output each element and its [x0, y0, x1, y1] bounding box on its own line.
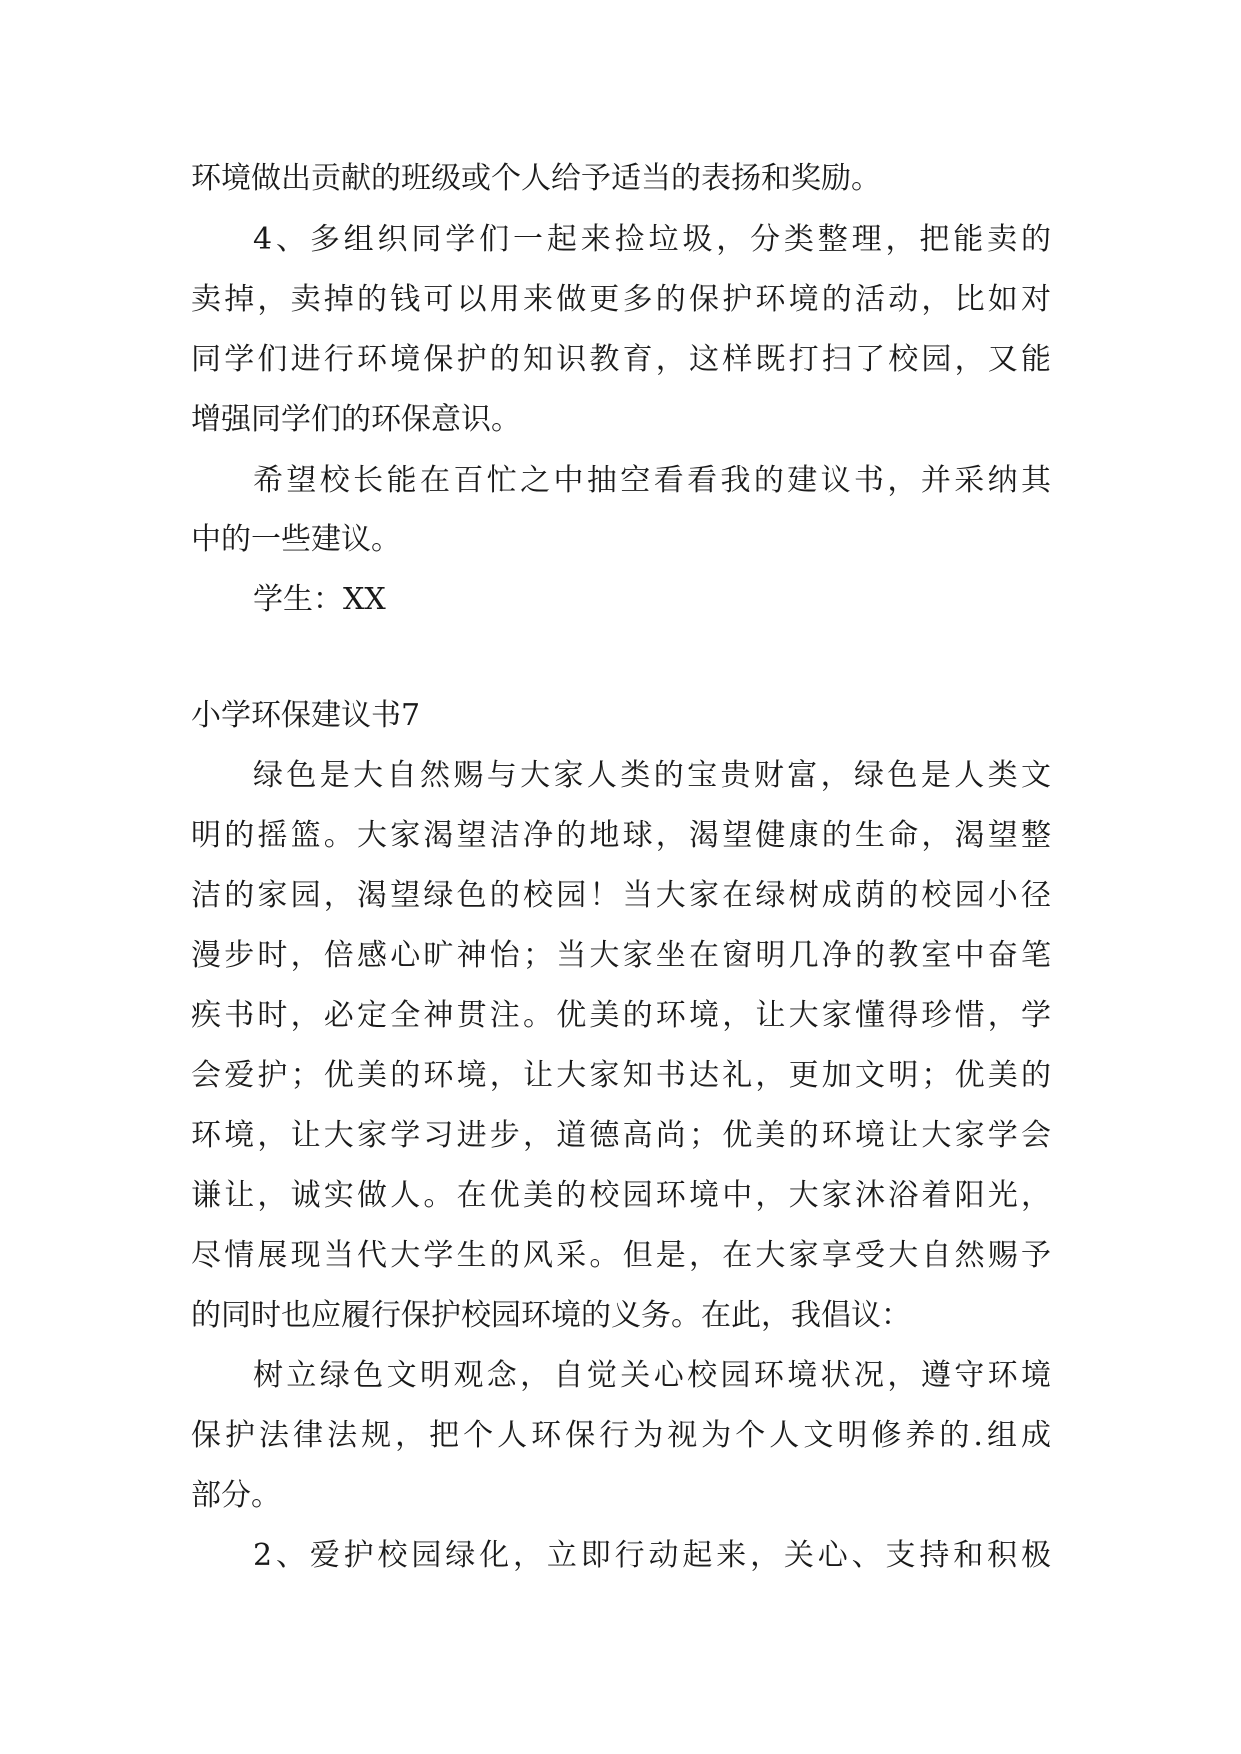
- text-line-22: 2、爱护校园绿化，立即行动起来，关心、支持和积极: [253, 1538, 1051, 1573]
- text-line-17: 尽情展现当代大学生的风采。但是，在大家享受大自然赐予: [191, 1238, 1051, 1273]
- section-heading: 小学环保建议书7: [191, 698, 421, 733]
- text-line-2: 4、多组织同学们一起来捡垃圾，分类整理，把能卖的: [253, 222, 1051, 257]
- text-line-16: 谦让，诚实做人。在优美的校园环境中，大家沐浴着阳光，: [191, 1178, 1051, 1213]
- signature-line: 学生：XX: [253, 582, 386, 617]
- text-line-21: 部分。: [191, 1478, 281, 1513]
- text-line-10: 明的摇篮。大家渴望洁净的地球，渴望健康的生命，渴望整: [191, 818, 1051, 853]
- text-line-4: 同学们进行环境保护的知识教育，这样既打扫了校园，又能: [191, 342, 1051, 377]
- text-line-11: 洁的家园，渴望绿色的校园！当大家在绿树成荫的校园小径: [191, 878, 1051, 913]
- text-line-3: 卖掉，卖掉的钱可以用来做更多的保护环境的活动，比如对: [191, 282, 1051, 317]
- text-line-6: 希望校长能在百忙之中抽空看看我的建议书，并采纳其: [253, 463, 1051, 498]
- text-line-12: 漫步时，倍感心旷神怡；当大家坐在窗明几净的教室中奋笔: [191, 938, 1051, 973]
- text-line-1: 环境做出贡献的班级或个人给予适当的表扬和奖励。: [191, 161, 881, 196]
- text-line-15: 环境，让大家学习进步，道德高尚；优美的环境让大家学会: [191, 1118, 1051, 1153]
- text-line-9: 绿色是大自然赐与大家人类的宝贵财富，绿色是人类文: [253, 758, 1051, 793]
- text-line-19: 树立绿色文明观念，自觉关心校园环境状况，遵守环境: [253, 1358, 1051, 1393]
- text-line-7: 中的一些建议。: [191, 522, 401, 557]
- text-line-5: 增强同学们的环保意识。: [191, 402, 521, 437]
- text-line-14: 会爱护；优美的环境，让大家知书达礼，更加文明；优美的: [191, 1058, 1051, 1093]
- text-line-13: 疾书时，必定全神贯注。优美的环境，让大家懂得珍惜，学: [191, 998, 1051, 1033]
- text-line-18: 的同时也应履行保护校园环境的义务。在此，我倡议：: [191, 1298, 911, 1333]
- text-line-20: 保护法律法规，把个人环保行为视为个人文明修养的.组成: [191, 1418, 1051, 1453]
